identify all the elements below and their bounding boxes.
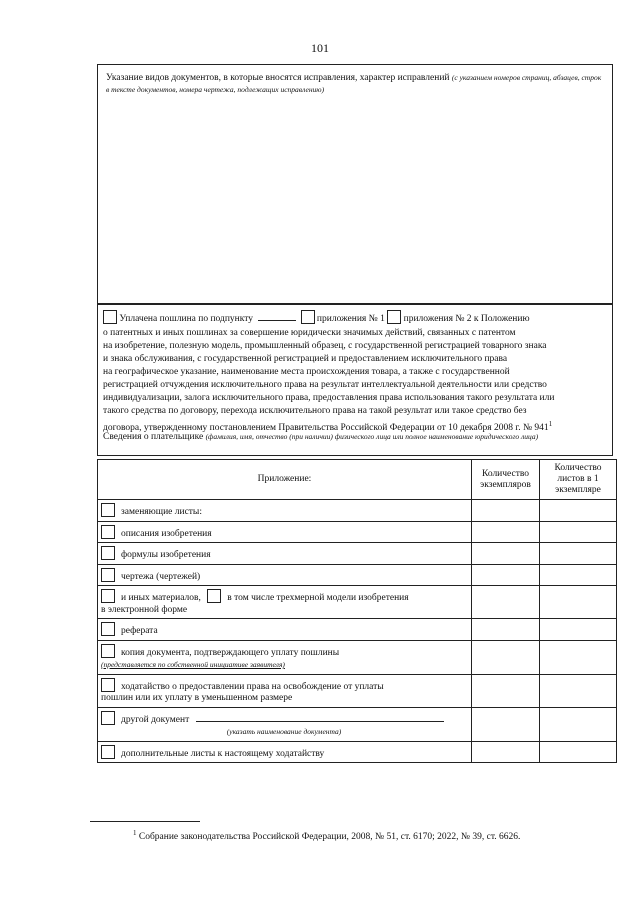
3d-model-checkbox[interactable] [207, 589, 221, 603]
row-label: реферата [121, 626, 158, 636]
table-row [98, 500, 617, 522]
row-label: копия документа, подтверждающего уплату пошлины [121, 647, 340, 658]
table-row [98, 564, 617, 586]
sheets-cell[interactable] [540, 500, 617, 522]
table-row [98, 619, 617, 641]
appendix1-checkbox[interactable] [301, 310, 315, 324]
copies-cell[interactable] [472, 674, 540, 707]
appendix2-checkbox[interactable] [387, 310, 401, 324]
copies-cell[interactable] [472, 521, 540, 543]
sheets-cell[interactable] [540, 707, 617, 741]
fee-text-line: на географическое указание, наименование места происхождения товара, а также с государственной [103, 367, 510, 377]
footnote-text: Собрание законодательства Российской Федерации, 2008, № 51, ст. 6170; 2022, № 39, ст. 6626. [138, 832, 521, 843]
row-label: пошлин или их уплату в уменьшенном размере [101, 693, 293, 703]
fee-text-line: о патентных и иных пошлинах за совершение юридически значимых действий, связанных с патентом [103, 328, 516, 338]
fee-text-line: договора, утвержденному постановлением Правительства Российской Федерации от 10 декабря 2008 г. № $941^1$ [103, 420, 553, 434]
fee-section [97, 304, 613, 456]
copies-cell[interactable] [472, 586, 540, 619]
sheets-cell[interactable] [540, 543, 617, 565]
fee-paid-checkbox[interactable] [103, 310, 117, 324]
corrections-field[interactable] [97, 64, 613, 304]
table-row [98, 586, 617, 619]
payer-label: Сведения о плательщике [103, 432, 204, 442]
table-row [98, 741, 617, 763]
row-label: ходатайство о предоставлении права на освобождение от уплаты [121, 681, 384, 692]
fee-text-line: на изобретение, полезную модель, промышленный образец, с государственной регистрацией товарного знака [103, 341, 547, 351]
footnote-mark: 1 [133, 829, 137, 837]
row-checkbox[interactable] [101, 711, 115, 725]
table-row [98, 640, 617, 674]
row-checkbox[interactable] [101, 678, 115, 692]
sheets-cell[interactable] [540, 674, 617, 707]
fee-text-line: индивидуализации, залога исключительного права, предоставления права использования такого результата или [103, 393, 555, 403]
copies-cell[interactable] [472, 500, 540, 522]
row-checkbox[interactable] [101, 622, 115, 636]
sheets-cell[interactable] [540, 586, 617, 619]
sheets-cell[interactable] [540, 741, 617, 763]
row-label: формулы изобретения [121, 550, 211, 560]
fee-text-line: и знака обслуживания, с государственной регистрацией и предоставлением исключительного права [103, 354, 508, 364]
copies-cell[interactable] [472, 707, 540, 741]
row-label: другой документ [121, 714, 190, 725]
table-row [98, 543, 617, 565]
row-label: заменяющие листы: [121, 507, 202, 517]
subparagraph-field[interactable] [258, 310, 296, 321]
row-label: в том числе трехмерной модели изобретения [227, 593, 409, 603]
table-row [98, 674, 617, 707]
row-checkbox[interactable] [101, 589, 115, 603]
row-checkbox[interactable] [101, 525, 115, 539]
sheets-cell[interactable] [540, 619, 617, 641]
row-checkbox[interactable] [101, 546, 115, 560]
sheets-cell[interactable] [540, 564, 617, 586]
row-hint: (указать наименование документа) [226, 727, 342, 736]
footnote [133, 829, 520, 842]
table-row [98, 521, 617, 543]
copies-cell[interactable] [472, 640, 540, 674]
row-label: чертежа (чертежей) [121, 571, 201, 582]
other-document-field[interactable] [196, 712, 444, 722]
row-checkbox[interactable] [101, 745, 115, 759]
row-checkbox[interactable] [101, 644, 115, 658]
row-label: описания изобретения [121, 528, 212, 539]
table-row [98, 707, 617, 741]
copies-cell[interactable] [472, 543, 540, 565]
header-attachment: Приложение: [98, 460, 472, 500]
row-checkbox[interactable] [101, 568, 115, 582]
attachments-table [97, 459, 617, 763]
corrections-label: Указание видов документов, в которые вносятся исправления, характер исправлений (с указанием номеров страниц, абзацев, строк в тексте документов, номера чертежа, подлежащих исправлению) [106, 73, 602, 94]
copies-cell[interactable] [472, 741, 540, 763]
row-label: дополнительные листы к настоящему ходатайству [121, 748, 325, 759]
fee-first-line: Уплачена пошлина по подпункту приложения № 1 приложения № 2 к Положению [103, 310, 607, 326]
copies-cell[interactable] [472, 564, 540, 586]
footnote-ref: 1 [548, 420, 553, 428]
fee-text-line: такого средства по договору, перехода исключительного права на такой результат или такое средство без [103, 406, 527, 416]
corrections-hint: (с указанием номеров страниц, абзацев, строк в тексте документов, номера чертежа, подлежащих исправлению) [106, 73, 602, 94]
row-hint: (представляется по собственной инициативе заявителя) [101, 660, 285, 669]
copies-cell[interactable] [472, 619, 540, 641]
payer-hint: (фамилия, имя, отчество (при наличии) физического лица или полное наименование юридического лица) [205, 432, 539, 441]
row-checkbox[interactable] [101, 503, 115, 517]
payer-line[interactable] [103, 431, 607, 444]
row-label: и иных материалов, [121, 593, 201, 603]
sheets-cell[interactable] [540, 640, 617, 674]
header-copies: Количество экземпляров [472, 460, 540, 500]
footnote-divider [90, 821, 200, 822]
sheets-cell[interactable] [540, 521, 617, 543]
fee-text-line: регистрацией отчуждения исключительного права на результат интеллектуальной деятельности или средство [103, 380, 547, 390]
page-number: 101 [311, 41, 329, 55]
row-label: в электронной форме [101, 604, 188, 615]
header-sheets: Количество листов в 1 экземпляре [540, 460, 617, 500]
